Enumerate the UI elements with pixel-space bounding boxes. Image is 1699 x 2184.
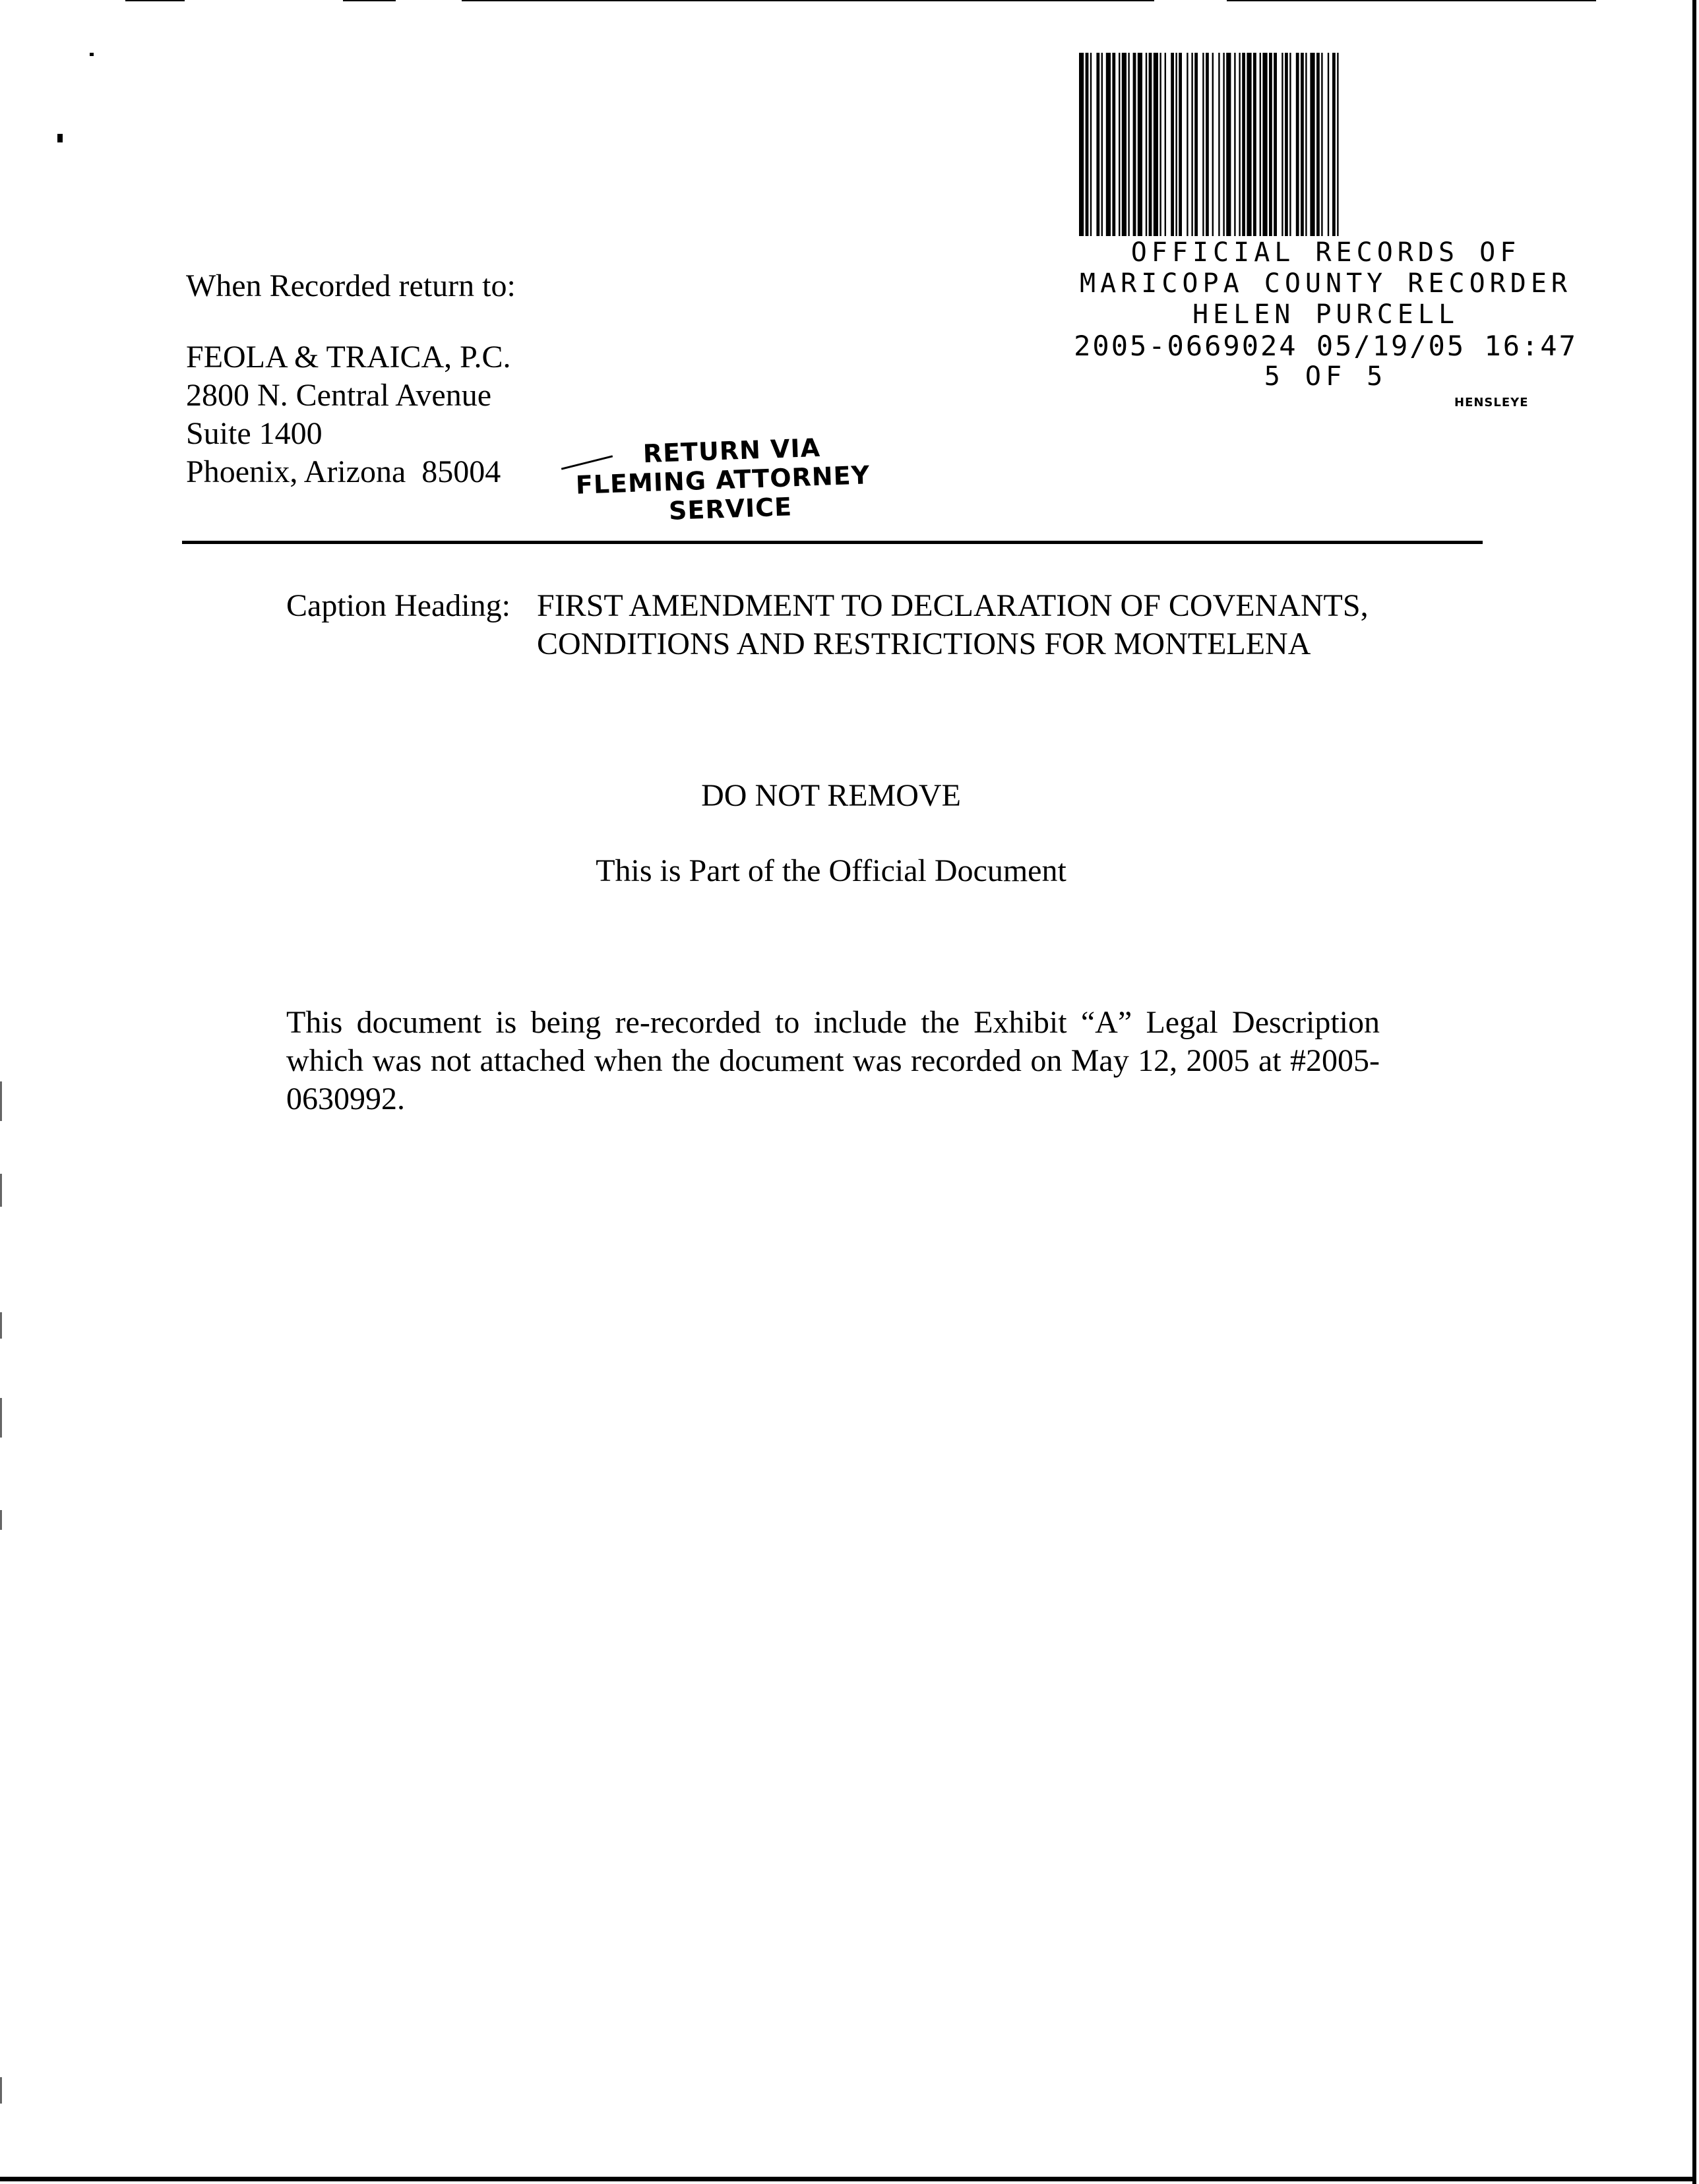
- barcode-bar: [1282, 53, 1283, 236]
- barcode-bar: [1128, 53, 1129, 236]
- return-via-line: SERVICE: [668, 492, 793, 526]
- official-document-notice: This is Part of the Official Document: [596, 853, 1066, 888]
- return-street: 2800 N. Central Avenue: [186, 378, 492, 413]
- barcode-bar: [1138, 53, 1142, 236]
- barcode-bar: [1289, 53, 1291, 236]
- recording-number: 2005-0669024 05/19/05 16:47: [1074, 330, 1578, 362]
- barcode-bar: [1321, 53, 1322, 236]
- barcode-bar: [1090, 53, 1092, 236]
- barcode-bar: [1206, 53, 1209, 236]
- barcode-bar: [1122, 53, 1127, 236]
- recorder-stamp-line: HELEN PURCELL: [1192, 299, 1460, 330]
- barcode-bar: [1202, 53, 1204, 236]
- scan-edge-tick: [0, 1312, 2, 1339]
- scan-edge-tick: [0, 1174, 2, 1207]
- scan-edge-line: [125, 0, 185, 1]
- barcode-bar: [1119, 53, 1120, 236]
- page-border-right: [1692, 0, 1696, 2184]
- body-paragraph: This document is being re-recorded to include the Exhibit “A” Legal Description which was not attached when the document was recorded on May 12, 2005 at #2005-0630992.: [286, 1005, 1380, 1116]
- barcode-bar: [1218, 53, 1220, 236]
- barcode-bar: [1165, 53, 1166, 236]
- barcode-bar: [1149, 53, 1152, 236]
- return-firm-name: FEOLA & TRAICA, P.C.: [186, 340, 511, 375]
- barcode-bar: [1101, 53, 1103, 236]
- caption-title-line: FIRST AMENDMENT TO DECLARATION OF COVENANTS,: [537, 588, 1369, 623]
- recorder-stamp: [1029, 237, 1622, 392]
- barcode-bar: [1285, 53, 1288, 236]
- barcode-bar: [1247, 53, 1251, 236]
- barcode-bar: [1310, 53, 1314, 236]
- page-border-bottom: [0, 2177, 1696, 2181]
- barcode-bar: [1239, 53, 1240, 236]
- scan-speck: [90, 53, 94, 56]
- scan-edge-tick: [0, 1510, 2, 1530]
- barcode-bar: [1274, 53, 1277, 236]
- barcode-bar: [1226, 53, 1231, 236]
- barcode-bar: [1269, 53, 1272, 236]
- scan-edge-line: [343, 0, 396, 1]
- return-via-stamp: [570, 431, 876, 529]
- scan-edge-line: [462, 0, 1154, 1]
- scan-edge-tick: [0, 1398, 2, 1438]
- barcode-bar: [1175, 53, 1177, 236]
- do-not-remove-notice: DO NOT REMOVE: [701, 778, 961, 813]
- barcode-bar: [1133, 53, 1136, 236]
- barcode-bar: [1234, 53, 1235, 236]
- return-address-block: [186, 267, 516, 491]
- return-address-label: When Recorded return to:: [186, 268, 516, 303]
- barcode-bar: [1112, 53, 1115, 236]
- caption-label: Caption Heading:: [286, 588, 510, 623]
- barcode-bar: [1171, 53, 1174, 236]
- barcode-bar: [1191, 53, 1192, 236]
- return-via-line: RETURN VIA: [642, 433, 821, 469]
- barcode-bar: [1316, 53, 1320, 236]
- barcode: [1079, 53, 1562, 236]
- page-count: 5 OF 5: [1264, 361, 1388, 392]
- caption-title: [537, 587, 1526, 663]
- barcode-bar: [1194, 53, 1198, 236]
- barcode-bar: [1305, 53, 1307, 236]
- barcode-bar: [1328, 53, 1329, 236]
- barcode-bar: [1223, 53, 1224, 236]
- barcode-bar: [1262, 53, 1267, 236]
- barcode-bar: [1260, 53, 1261, 236]
- return-city: Phoenix, Arizona 85004: [186, 454, 501, 489]
- barcode-bar: [1301, 53, 1304, 236]
- recorder-stamp-line: OFFICIAL RECORDS OF: [1130, 237, 1521, 268]
- recorder-initials: HENSLEYE: [1454, 396, 1529, 410]
- barcode-bar: [1187, 53, 1188, 236]
- scan-edge-tick: [0, 2077, 2, 2104]
- barcode-bar: [1159, 53, 1161, 236]
- barcode-bar: [1212, 53, 1214, 236]
- barcode-bar: [1096, 53, 1099, 236]
- header-divider: [182, 541, 1483, 544]
- scan-edge-line: [1227, 0, 1596, 1]
- barcode-bar: [1242, 53, 1245, 236]
- caption-title-line: CONDITIONS AND RESTRICTIONS FOR MONTELENA: [537, 626, 1311, 661]
- recorder-stamp-line: MARICOPA COUNTY RECORDER: [1080, 268, 1572, 299]
- barcode-bar: [1337, 53, 1338, 236]
- scan-speck: [57, 134, 63, 142]
- barcode-bar: [1296, 53, 1299, 236]
- barcode-bar: [1332, 53, 1336, 236]
- barcode-bar: [1154, 53, 1158, 236]
- barcode-bar: [1146, 53, 1147, 236]
- barcode-bar: [1106, 53, 1111, 236]
- return-suite: Suite 1400: [186, 416, 323, 451]
- barcode-bar: [1253, 53, 1256, 236]
- scan-edge-tick: [0, 1081, 2, 1121]
- barcode-bar: [1086, 53, 1089, 236]
- barcode-bar: [1179, 53, 1182, 236]
- return-via-line: FLEMING ATTORNEY: [575, 460, 871, 500]
- barcode-bar: [1079, 53, 1084, 236]
